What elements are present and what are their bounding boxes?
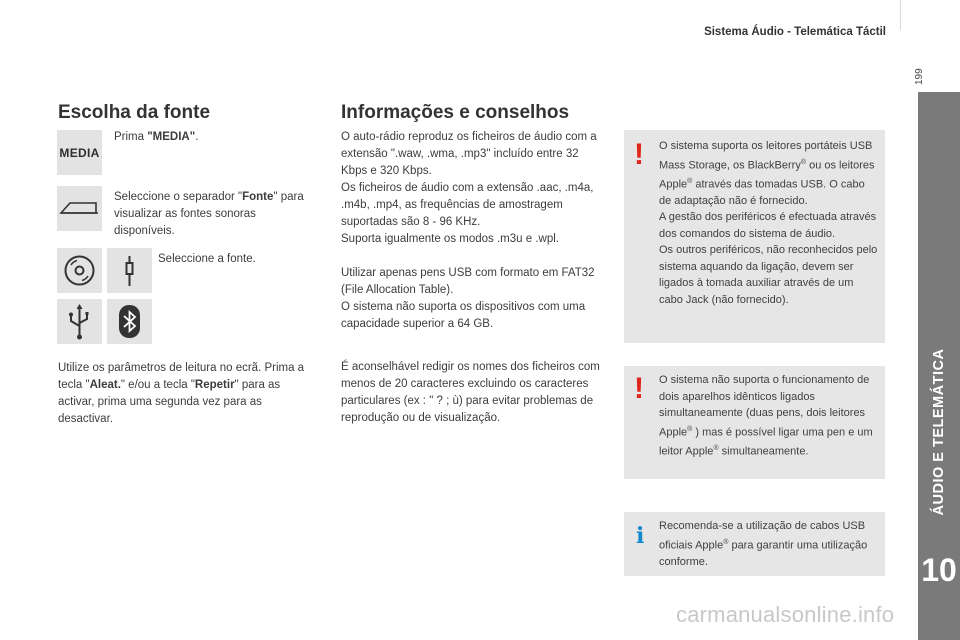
heading-info: Informações e conselhos: [341, 102, 570, 123]
bluetooth-icon: [107, 299, 152, 344]
usb-format-paragraph: [341, 265, 603, 333]
watermark: carmanualsonline.info: [676, 602, 895, 627]
section-label: ÁUDIO E TELEMÁTICA: [931, 348, 947, 516]
page-number: 199: [914, 68, 925, 85]
formats-paragraph: [341, 129, 603, 248]
filename-advice-paragraph: É aconselhável redigir os nomes dos ficheiros com menos de 20 caracteres excluindo os caracteres particulares (ex : " ? ; ù) para evitar problemas de reprodução ou de visualização.: [341, 361, 600, 424]
chapter-sidebar: [918, 92, 960, 640]
formats-line-1: O auto-rádio reproduz os ficheiros de áudio com a extensão ".waw, .wma, .mp3" incluído entre 32 Kbps e 320 Kbps.: [341, 131, 597, 177]
note-identical-devices: ! O sistema não suporta o funcionamento de dois aparelhos idênticos ligados simultaneamente (duas pens, dois leitores Apple® ) mas é possível ligar uma pen e um leitor Apple® simultaneamente.: [624, 366, 885, 479]
source-tab-icon: [57, 186, 102, 231]
note-apple-cables: i Recomenda-se a utilização de cabos USB oficiais Apple® para garantir uma utilização conforme.: [624, 512, 885, 576]
cd-icon: [57, 248, 102, 293]
formats-line-3: Suporta igualmente os modos .m3u e .wpl.: [341, 233, 559, 245]
usb-icon: [57, 299, 102, 344]
info-icon: i: [636, 523, 645, 549]
warning-icon: !: [634, 372, 644, 405]
step-select-source: Seleccione a fonte.: [158, 253, 256, 265]
heading-source: Escolha da fonte: [58, 102, 211, 123]
header-title: Sistema Áudio - Telemática Táctil: [704, 26, 886, 38]
note-usb-devices: ! O sistema suporta os leitores portáteis USB Mass Storage, os BlackBerry® ou os leitores Apple® através das tomadas USB. O cabo de adaptação não é fornecido. A gestão dos periféricos é efectuada através dos comandos do sistema de áudio. Os outros periféricos, não reconhecidos pelo sistema aquando da ligação, devem ser ligados à tomada auxiliar através de um cabo Jack (não fornecido).: [624, 130, 885, 343]
warning-icon: !: [634, 138, 644, 171]
usb-format-line-2: O sistema não suporta os dispositivos com uma capacidade superior a 64 GB.: [341, 301, 586, 330]
tab-icon: [57, 186, 102, 231]
header-divider: [900, 0, 901, 30]
playback-params-paragraph: Utilize os parâmetros de leitura no ecrã. Prima a tecla "Aleat." e/ou a tecla "Repetir" para as activar, prima uma segunda vez para as desactivar.: [58, 362, 305, 425]
chapter-number: 10: [921, 552, 957, 588]
formats-line-2: Os ficheiros de áudio com a extensão .aac, .m4a, .m4b, .mp4, as frequências de amostragem suportadas são 8 - 96 KHz.: [341, 182, 594, 228]
step-press-media: Prima "MEDIA".: [114, 131, 199, 143]
jack-icon: [107, 248, 152, 293]
media-button-icon: [57, 130, 102, 175]
step-select-tab: Seleccione o separador "Fonte" para visualizar as fontes sonoras disponíveis.: [114, 191, 304, 237]
media-label: MEDIA: [59, 146, 100, 160]
usb-format-line-1: Utilizar apenas pens USB com formato em FAT32 (File Allocation Table).: [341, 267, 595, 296]
